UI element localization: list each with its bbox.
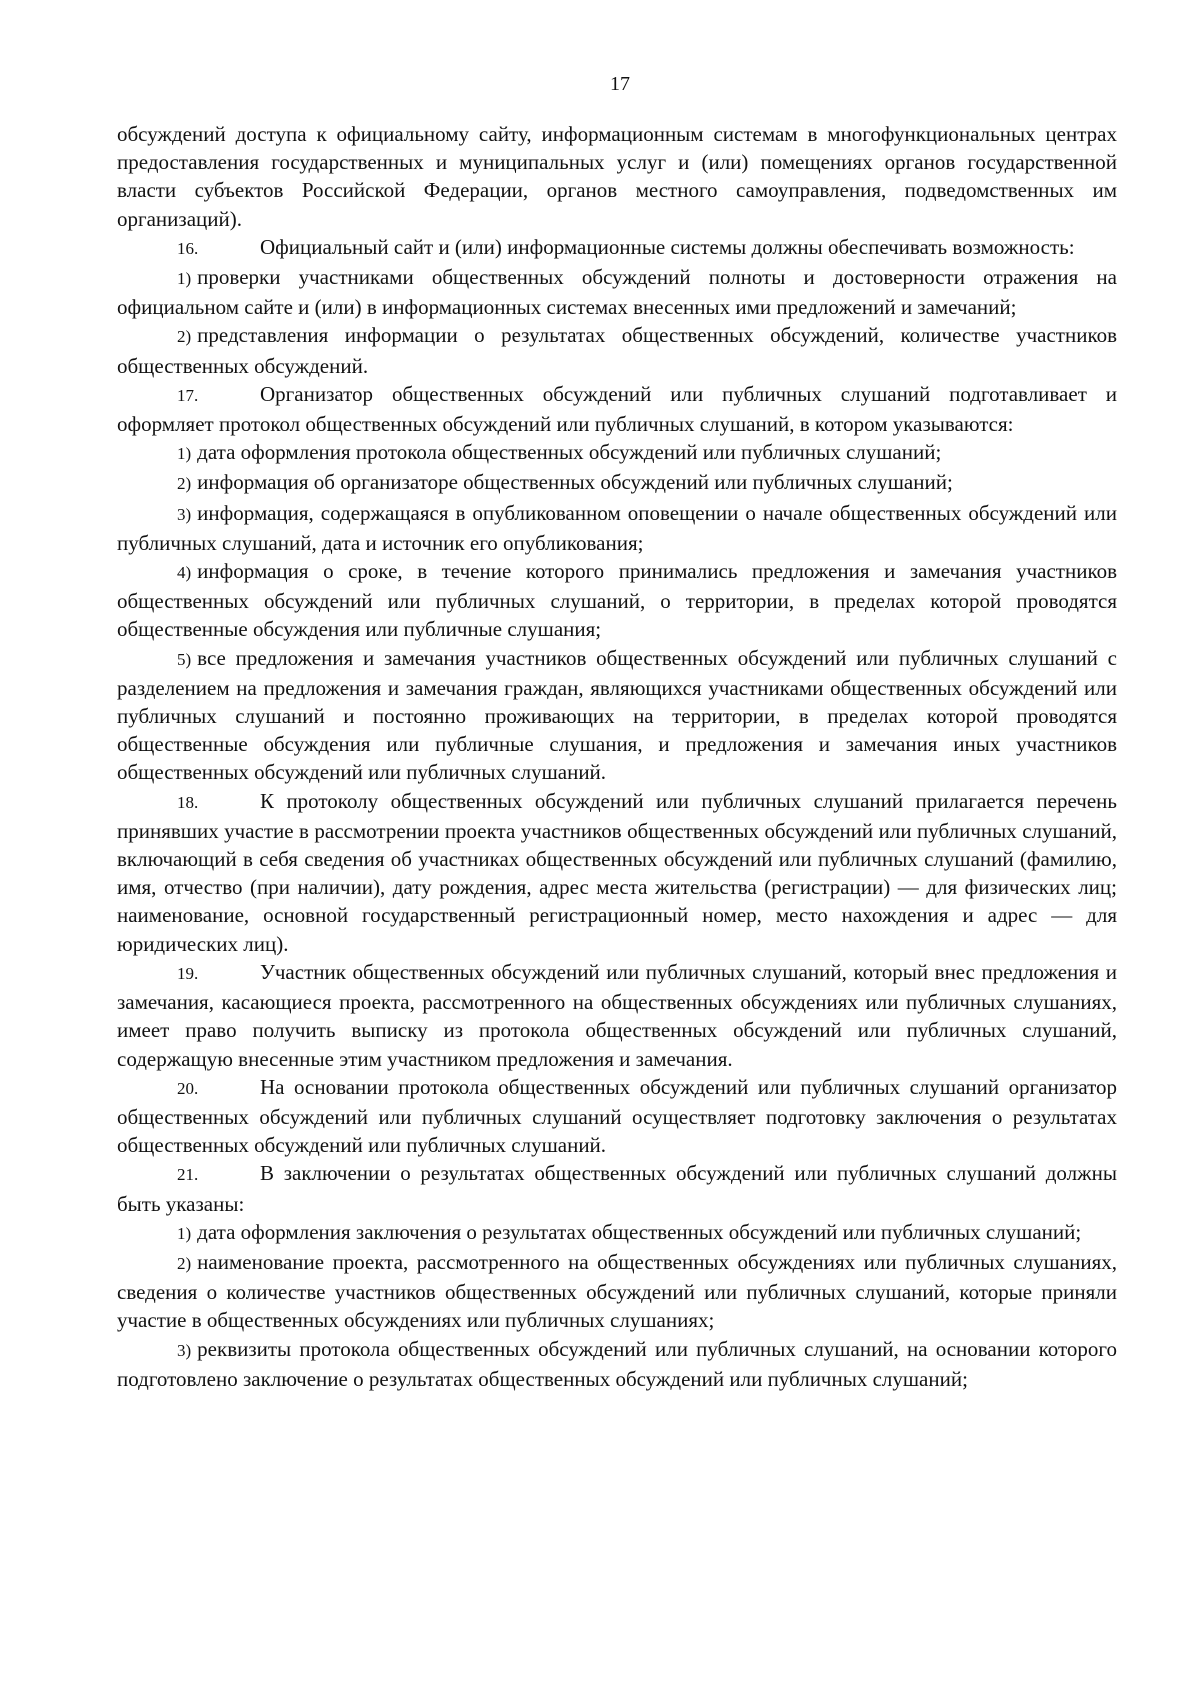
subitem-21-2 [117, 1248, 1117, 1335]
subitem-17-5 [117, 644, 1117, 787]
subitem-text: все предложения и замечания участников общественных обсуждений или публичных слушаний с разделением на предложения и замечания граждан, являющихся участниками общественных обсуждений или публичных слушаний и постоянно проживающих на территории, в пределах которой проводятся общественные обсуждения или публичные слушания, и предложения и замечания иных участников общественных обсуждений или публичных слушаний. [117, 645, 1117, 785]
subitem-text: проверки участниками общественных обсуждений полноты и достоверности отражения на официальном сайте и (или) в информационных системах внесенных ими предложений и замечаний; [117, 265, 1117, 320]
subitem-text: информация об организаторе общественных обсуждений или публичных слушаний; [197, 470, 953, 495]
paragraph-19 [117, 958, 1117, 1073]
subitem-17-1 [117, 438, 1117, 468]
item-number: 20. [177, 1078, 199, 1098]
subitem-21-3 [117, 1335, 1117, 1393]
item-text: К протоколу общественных обсуждений или публичных слушаний прилагается перечень принявших участие в рассмотрении проекта участников общественных обсуждений или публичных слушаний, включающий в себя сведения об участниках общественных обсуждений или публичных слушаний (фамилию, имя, отчество (при наличии), дату рождения, адрес места жительства (регистрации) — для физических лиц; наименование, основной государственный регистрационный номер, место нахождения и адрес — для юридических лиц). [117, 788, 1117, 956]
subitem-text: реквизиты протокола общественных обсуждений или публичных слушаний, на основании которого подготовлено заключение о результатах общественных обсуждений или публичных слушаний; [117, 1336, 1117, 1391]
subitem-text: дата оформления протокола общественных обсуждений или публичных слушаний; [197, 440, 942, 465]
subitem-number: 1) [177, 269, 192, 289]
subitem-17-3 [117, 499, 1117, 557]
item-number: 17. [177, 385, 199, 405]
item-text: Официальный сайт и (или) информационные системы должны обеспечивать возможность: [260, 234, 1075, 259]
paragraph-16 [117, 233, 1117, 263]
item-number: 19. [177, 963, 199, 983]
subitem-16-1 [117, 263, 1117, 321]
item-text: Организатор общественных обсуждений или публичных слушаний подготавливает и оформляет протокол общественных обсуждений или публичных слушаний, в котором указываются: [117, 381, 1117, 437]
paragraph-20 [117, 1073, 1117, 1160]
item-number: 18. [177, 792, 199, 812]
subitem-text: наименование проекта, рассмотренного на общественных обсуждениях или публичных слушаниях, сведения о количестве участников общественных обсуждений или публичных слушаний, которые приняли участие в общественных обсуждениях или публичных слушаниях; [117, 1249, 1117, 1333]
subitem-number: 1) [177, 1223, 192, 1243]
subitem-number: 2) [177, 1253, 192, 1273]
paragraph-21 [117, 1159, 1117, 1217]
paragraph-18 [117, 787, 1117, 958]
document-body [117, 120, 1117, 1393]
item-text: В заключении о результатах общественных обсуждений или публичных слушаний должны быть указаны: [117, 1161, 1117, 1216]
subitem-text: информация, содержащаяся в опубликованном оповещении о начале общественных обсуждений или публичных слушаний, дата и источник его опубликования; [117, 500, 1117, 555]
subitem-21-1 [117, 1218, 1117, 1248]
subitem-17-4 [117, 557, 1117, 644]
subitem-text: дата оформления заключения о результатах общественных обсуждений или публичных слушаний; [197, 1219, 1082, 1244]
subitem-text: представления информации о результатах общественных обсуждений, количестве участников общественных обсуждений. [117, 323, 1117, 378]
subitem-17-2 [117, 468, 1117, 498]
subitem-text: информация о сроке, в течение которого принимались предложения и замечания участников общественных обсуждений или публичных слушаний, о территории, в пределах которой проводятся общественные обсуждения или публичные слушания; [117, 559, 1117, 642]
subitem-number: 2) [177, 327, 192, 347]
page-number: 17 [610, 73, 630, 95]
paragraph-17 [117, 380, 1117, 438]
subitem-number: 5) [177, 649, 192, 669]
subitem-number: 4) [177, 563, 192, 583]
subitem-number: 3) [177, 1340, 192, 1360]
item-number: 21. [177, 1165, 199, 1185]
subitem-number: 2) [177, 474, 192, 494]
subitem-number: 3) [177, 504, 192, 524]
item-text: На основании протокола общественных обсуждений или публичных слушаний организатор общественных обсуждений или публичных слушаний осуществляет подготовку заключения о результатах общественных обсуждений или публичных слушаний. [117, 1074, 1117, 1158]
subitem-16-2 [117, 321, 1117, 379]
item-text: Участник общественных обсуждений или публичных слушаний, который внес предложения и замечания, касающиеся проекта, рассмотренного на общественных обсуждениях или публичных слушаниях, имеет право получить выписку из протокола общественных обсуждений или публичных слушаний, содержащую внесенные этим участником предложения и замечания. [117, 959, 1117, 1071]
paragraph-continuation: обсуждений доступа к официальному сайту, информационным системам в многофункциональных центрах предоставления государственных и муниципальных услуг и (или) помещениях органов государственной власти субъектов Российской Федерации, органов местного самоуправления, подведомственных им организаций). [117, 122, 1117, 231]
item-number: 16. [177, 238, 199, 258]
subitem-number: 1) [177, 444, 192, 464]
